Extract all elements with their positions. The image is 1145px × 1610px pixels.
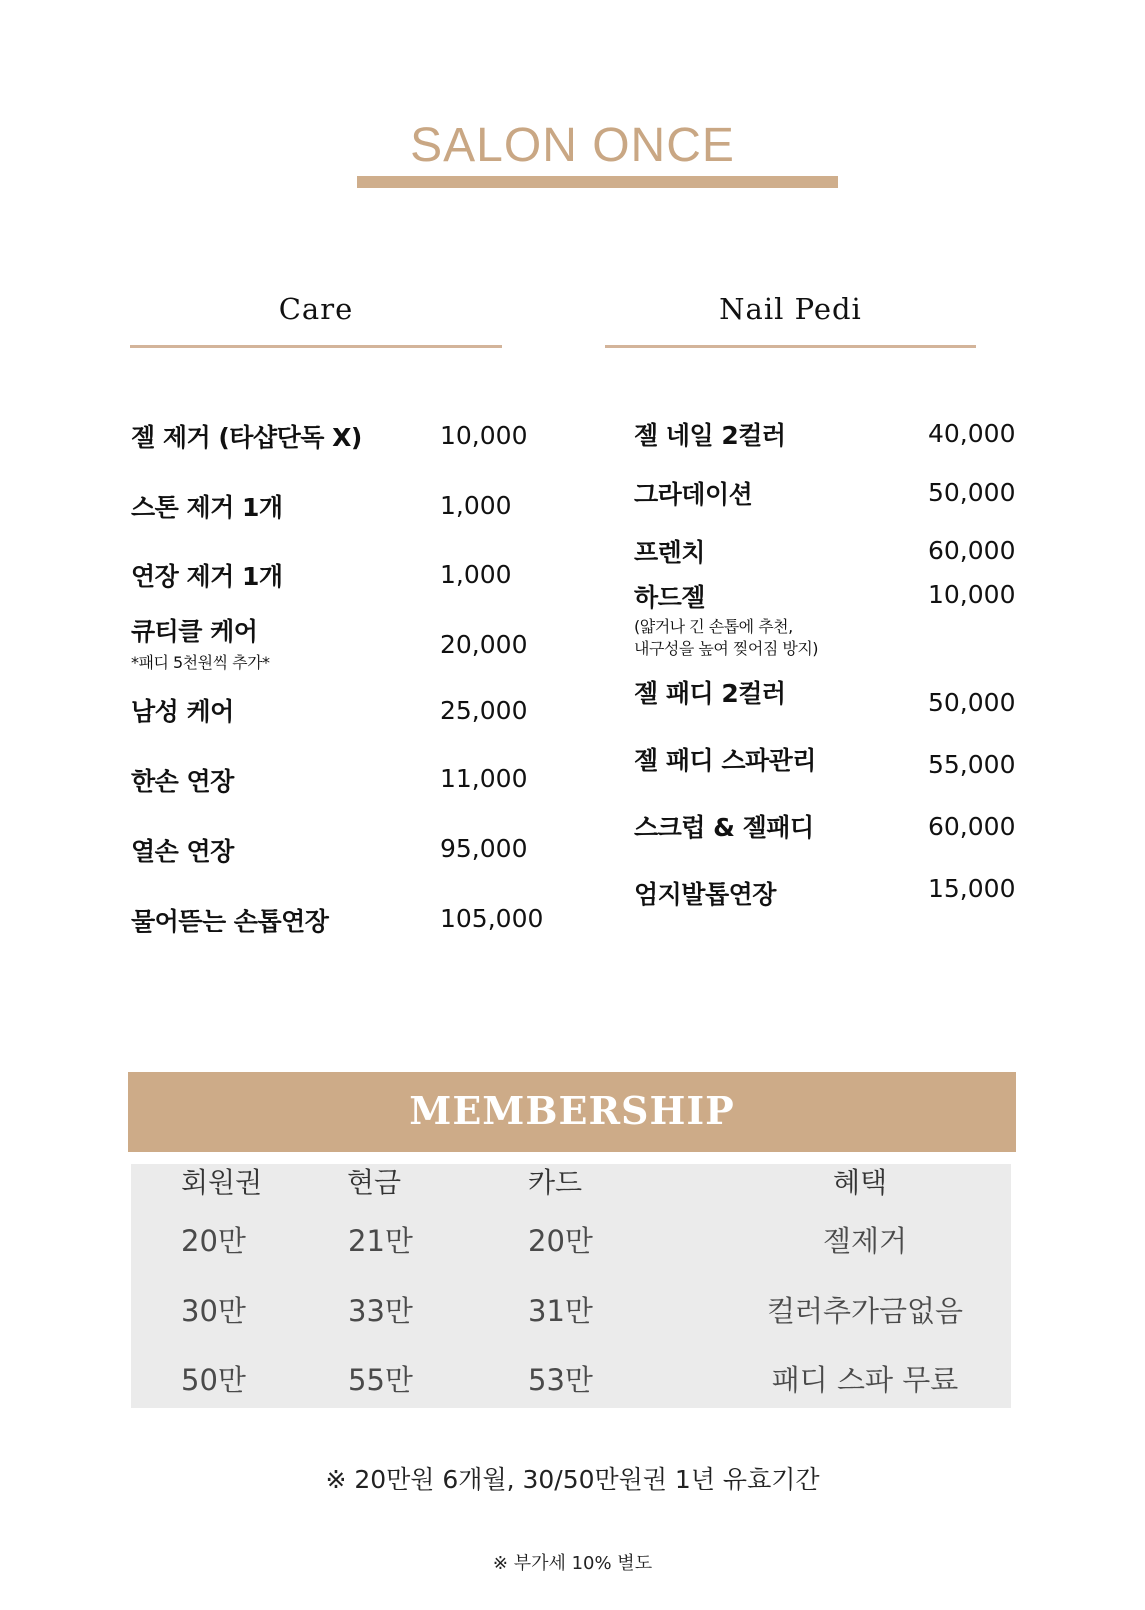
membership-header-cell: 카드 bbox=[528, 1166, 583, 1199]
care-item-price: 25,000 bbox=[440, 696, 528, 725]
care-item-price: 1,000 bbox=[440, 560, 512, 589]
care-item-price: 1,000 bbox=[440, 491, 512, 520]
care-item-name: 남성 케어 bbox=[131, 697, 234, 726]
membership-cell: 패디 스파 무료 bbox=[771, 1363, 959, 1397]
nailpedi-item-price: 60,000 bbox=[928, 812, 1016, 841]
nailpedi-item-price: 50,000 bbox=[928, 688, 1016, 717]
membership-cell: 53만 bbox=[528, 1363, 593, 1397]
membership-header-cell: 혜택 bbox=[832, 1166, 888, 1199]
nailpedi-item-name: 하드젤 bbox=[634, 583, 705, 612]
membership-cell: 31만 bbox=[528, 1294, 593, 1328]
nailpedi-item-price: 40,000 bbox=[928, 419, 1016, 448]
nailpedi-item-price: 10,000 bbox=[928, 580, 1016, 609]
membership-cell: 20만 bbox=[181, 1224, 246, 1258]
nailpedi-item-note: 내구성을 높여 찢어짐 방지) bbox=[634, 639, 819, 658]
care-heading: Care bbox=[278, 292, 354, 326]
membership-header-cell: 현금 bbox=[347, 1166, 402, 1199]
care-item-name: 열손 연장 bbox=[131, 837, 234, 866]
nailpedi-item-name: 젤 네일 2컬러 bbox=[634, 421, 786, 450]
care-item-price: 11,000 bbox=[440, 764, 528, 793]
nailpedi-item-name: 엄지발톱연장 bbox=[634, 880, 776, 909]
vat-notice: ※ 부가세 10% 별도 bbox=[492, 1553, 653, 1574]
nailpedi-item-name: 스크럽 & 젤패디 bbox=[634, 813, 814, 842]
membership-cell: 21만 bbox=[348, 1224, 413, 1258]
nailpedi-item-price: 60,000 bbox=[928, 536, 1016, 565]
nailpedi-item-price: 55,000 bbox=[928, 750, 1016, 779]
membership-cell: 젤제거 bbox=[822, 1224, 908, 1258]
membership-cell: 컬러추가금없음 bbox=[766, 1294, 964, 1328]
membership-cell: 20만 bbox=[528, 1224, 593, 1258]
care-item-name: 물어뜯는 손톱연장 bbox=[131, 907, 329, 936]
membership-cell: 55만 bbox=[348, 1363, 413, 1397]
validity-notice: ※ 20만원 6개월, 30/50만원권 1년 유효기간 bbox=[325, 1465, 820, 1494]
care-item-price: 105,000 bbox=[440, 904, 544, 933]
membership-cell: 50만 bbox=[181, 1363, 246, 1397]
nailpedi-divider bbox=[605, 345, 976, 348]
care-item-price: 10,000 bbox=[440, 421, 528, 450]
care-divider bbox=[130, 345, 502, 348]
care-item-note: *패디 5천원씩 추가* bbox=[131, 653, 270, 672]
care-item-name: 큐티클 케어 bbox=[131, 617, 258, 646]
nailpedi-item-name: 프렌치 bbox=[634, 538, 705, 567]
membership-header-cell: 회원권 bbox=[181, 1166, 263, 1199]
nailpedi-item-price: 50,000 bbox=[928, 478, 1016, 507]
care-item-name: 한손 연장 bbox=[131, 767, 234, 796]
page-title: SALON ONCE bbox=[410, 119, 735, 172]
care-item-name: 스톤 제거 1개 bbox=[131, 493, 283, 522]
care-item-price: 95,000 bbox=[440, 834, 528, 863]
nailpedi-item-name: 젤 패디 2컬러 bbox=[634, 679, 786, 708]
nailpedi-item-name: 그라데이션 bbox=[634, 480, 753, 509]
title-underline bbox=[357, 176, 838, 188]
membership-cell: 30만 bbox=[181, 1294, 246, 1328]
membership-title: MEMBERSHIP bbox=[409, 1088, 735, 1133]
membership-cell: 33만 bbox=[348, 1294, 413, 1328]
care-item-name: 젤 제거 (타샵단독 X) bbox=[131, 423, 362, 452]
nailpedi-item-price: 15,000 bbox=[928, 874, 1016, 903]
nailpedi-heading: Nail Pedi bbox=[719, 292, 862, 326]
care-item-name: 연장 제거 1개 bbox=[131, 562, 283, 591]
care-item-price: 20,000 bbox=[440, 630, 528, 659]
nailpedi-item-note: (얇거나 긴 손톱에 추천, bbox=[634, 617, 793, 636]
nailpedi-item-name: 젤 패디 스파관리 bbox=[634, 746, 816, 775]
